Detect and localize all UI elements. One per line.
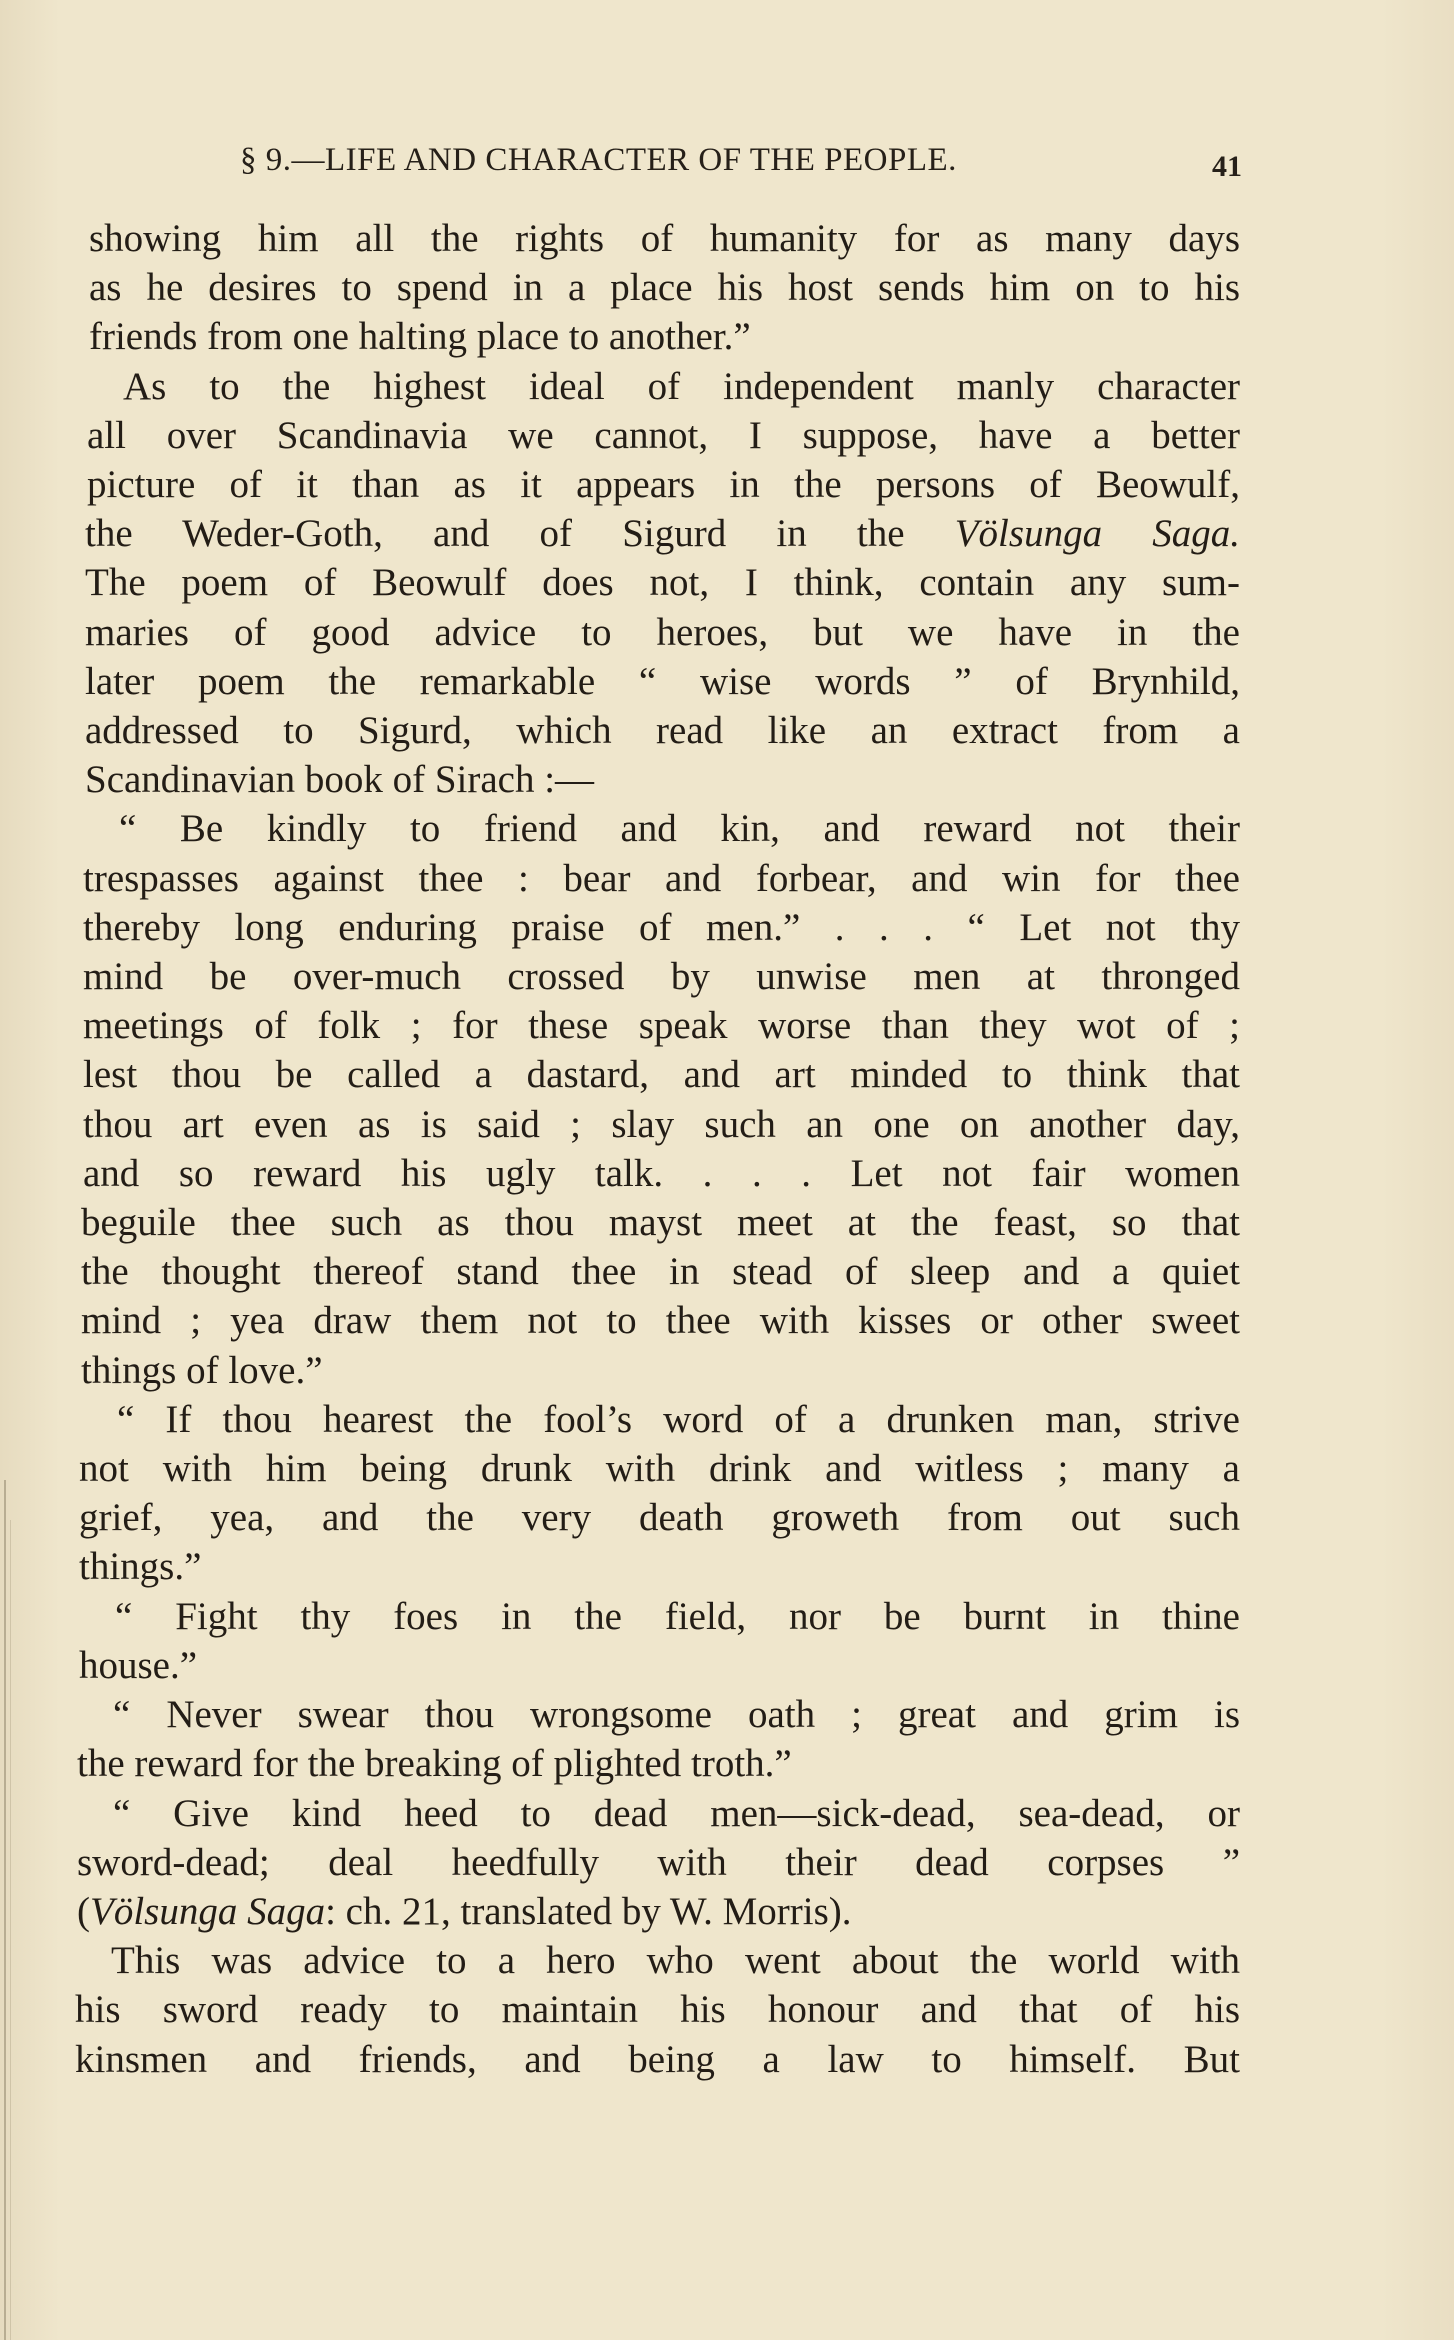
text-line: trespasses against thee : bear and forbear, and win for thee (83, 856, 1240, 900)
text-line: later poem the remarkable “ wise words ” of Brynhild, (85, 659, 1240, 703)
text-line: mind be over-much crossed by unwise men at thronged (83, 955, 1240, 999)
text-line: “ Be kindly to friend and kin, and reward not their (119, 807, 1240, 851)
text-line: things of love.” (81, 1348, 323, 1392)
page-number: 41 (1212, 150, 1242, 183)
text-line: maries of good advice to heroes, but we have in the (85, 610, 1240, 654)
text-line: mind ; yea draw them not to thee with kisses or other sweet (81, 1299, 1240, 1343)
page-edge-shadow (4, 1480, 6, 2340)
text-line: grief, yea, and the very death groweth from out such (79, 1496, 1240, 1540)
page-edge-shadow-inner (10, 1520, 11, 2340)
body-text (75, 214, 1240, 2084)
text-line: kinsmen and friends, and being a law to himself. But (75, 2037, 1240, 2081)
text-line: not with him being drunk with drink and witless ; many a (79, 1447, 1240, 1491)
text-line: meetings of folk ; for these speak worse than they wot of ; (83, 1004, 1240, 1048)
text-line: as he desires to spend in a place his host sends him on to his (89, 266, 1240, 310)
text-line: sword-dead; deal heedfully with their dead corpses ” (77, 1840, 1240, 1884)
text-line: things.” (79, 1545, 202, 1589)
text-line: As to the highest ideal of independent manly character (123, 364, 1240, 408)
text-line: lest thou be called a dastard, and art minded to think that (83, 1053, 1240, 1097)
text-line: thereby long enduring praise of men.” . . . “ Let not thy (83, 905, 1240, 949)
text-line: friends from one halting place to another.” (89, 315, 751, 359)
text-line: The poem of Beowulf does not, I think, contain any sum- (85, 561, 1240, 605)
italic-title: Völsunga Saga (90, 1889, 326, 1933)
text-line: and so reward his ugly talk. . . . Let not fair women (83, 1151, 1240, 1195)
italic-title: Völsunga Saga. (954, 512, 1240, 556)
text-line: all over Scandinavia we cannot, I suppose, have a better (87, 413, 1240, 457)
text-line: “ Fight thy foes in the field, nor be burnt in thine (115, 1594, 1240, 1638)
text-line: the thought thereof stand thee in stead of sleep and a quiet (81, 1250, 1240, 1294)
text-line: house.” (79, 1643, 198, 1687)
running-head: § 9.—LIFE AND CHARACTER OF THE PEOPLE. (240, 142, 957, 178)
text-line: picture of it than as it appears in the persons of Beowulf, (87, 463, 1240, 507)
text-line: his sword ready to maintain his honour and that of his (75, 1988, 1240, 2032)
text-line: This was advice to a hero who went about the world with (111, 1939, 1240, 1983)
text-line: “ Give kind heed to dead men—sick-dead, sea-dead, or (113, 1791, 1240, 1835)
text-line (85, 509, 1240, 558)
text-line: addressed to Sigurd, which read like an extract from a (85, 709, 1240, 753)
text-line: “ Never swear thou wrongsome oath ; great and grim is (113, 1693, 1240, 1737)
text-line: showing him all the rights of humanity for as many days (89, 217, 1240, 260)
open-paren: ( (77, 1889, 90, 1933)
text-line: thou art even as is said ; slay such an one on another day, (83, 1102, 1240, 1146)
text-fragment: : ch. 21, translated by W. Morris). (325, 1889, 852, 1933)
text-line: Scandinavian book of Sirach :— (85, 758, 595, 802)
text-line (77, 1887, 1240, 1936)
text-line: the reward for the breaking of plighted troth.” (77, 1742, 792, 1786)
text-line: beguile thee such as thou mayst meet at the feast, so that (81, 1201, 1240, 1245)
text-fragment: the Weder-Goth, and of Sigurd in the (85, 512, 955, 556)
text-line: “ If thou hearest the fool’s word of a drunken man, strive (117, 1397, 1240, 1441)
